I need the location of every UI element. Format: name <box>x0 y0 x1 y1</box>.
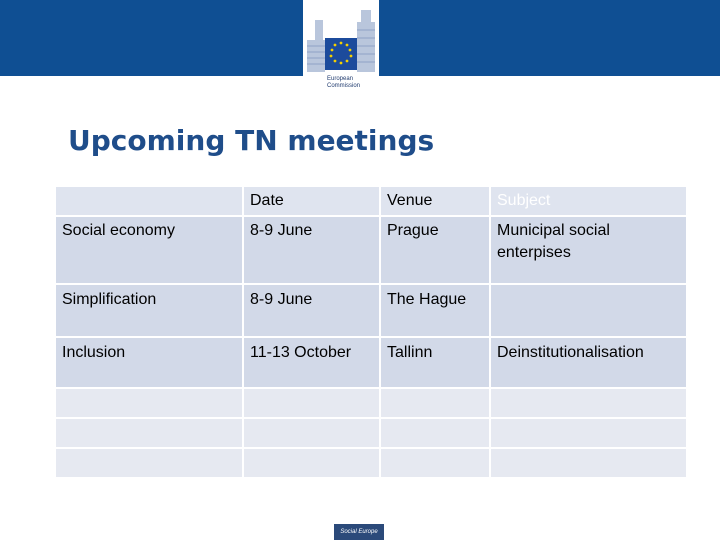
logo-text <box>327 76 377 90</box>
table-cell <box>243 448 380 478</box>
european-commission-logo <box>303 0 379 100</box>
table-cell <box>55 448 243 478</box>
table-cell: Social economy <box>55 216 243 284</box>
header-cell-subject: Subject <box>490 186 687 216</box>
table-cell: Inclusion <box>55 337 243 388</box>
header-cell-empty <box>55 186 243 216</box>
table-cell <box>380 388 490 418</box>
table-row <box>55 216 687 284</box>
commission-building-icon <box>303 0 379 76</box>
logo-line-1: European <box>327 76 354 82</box>
header-cell-venue: Venue <box>380 186 490 216</box>
table-cell: 8-9 June <box>243 284 380 337</box>
table-cell: Deinstitutionalisation <box>490 337 687 388</box>
page-title: Upcoming TN meetings <box>68 124 435 157</box>
table-cell <box>55 388 243 418</box>
table-cell <box>490 388 687 418</box>
social-europe-logo: Social Europe <box>334 524 384 540</box>
table-cell <box>243 418 380 448</box>
table-cell <box>380 418 490 448</box>
table-cell <box>490 418 687 448</box>
table-cell <box>490 448 687 478</box>
header-cell-date: Date <box>243 186 380 216</box>
table-cell <box>55 418 243 448</box>
table-cell: 11-13 October <box>243 337 380 388</box>
table-cell <box>380 448 490 478</box>
table-cell: 8-9 June <box>243 216 380 284</box>
table-cell: Simplification <box>55 284 243 337</box>
table-row <box>55 337 687 388</box>
meetings-table <box>54 185 688 479</box>
table-row <box>55 388 687 418</box>
table-cell <box>243 388 380 418</box>
table-cell: Tallinn <box>380 337 490 388</box>
table-cell <box>490 284 687 337</box>
table-row <box>55 284 687 337</box>
table-header-row <box>55 186 687 216</box>
table-row <box>55 448 687 478</box>
logo-line-2: Commission <box>327 83 361 89</box>
table-cell: The Hague <box>380 284 490 337</box>
table-cell: Prague <box>380 216 490 284</box>
table-row <box>55 418 687 448</box>
table-cell: Municipal social enterpises <box>490 216 687 284</box>
